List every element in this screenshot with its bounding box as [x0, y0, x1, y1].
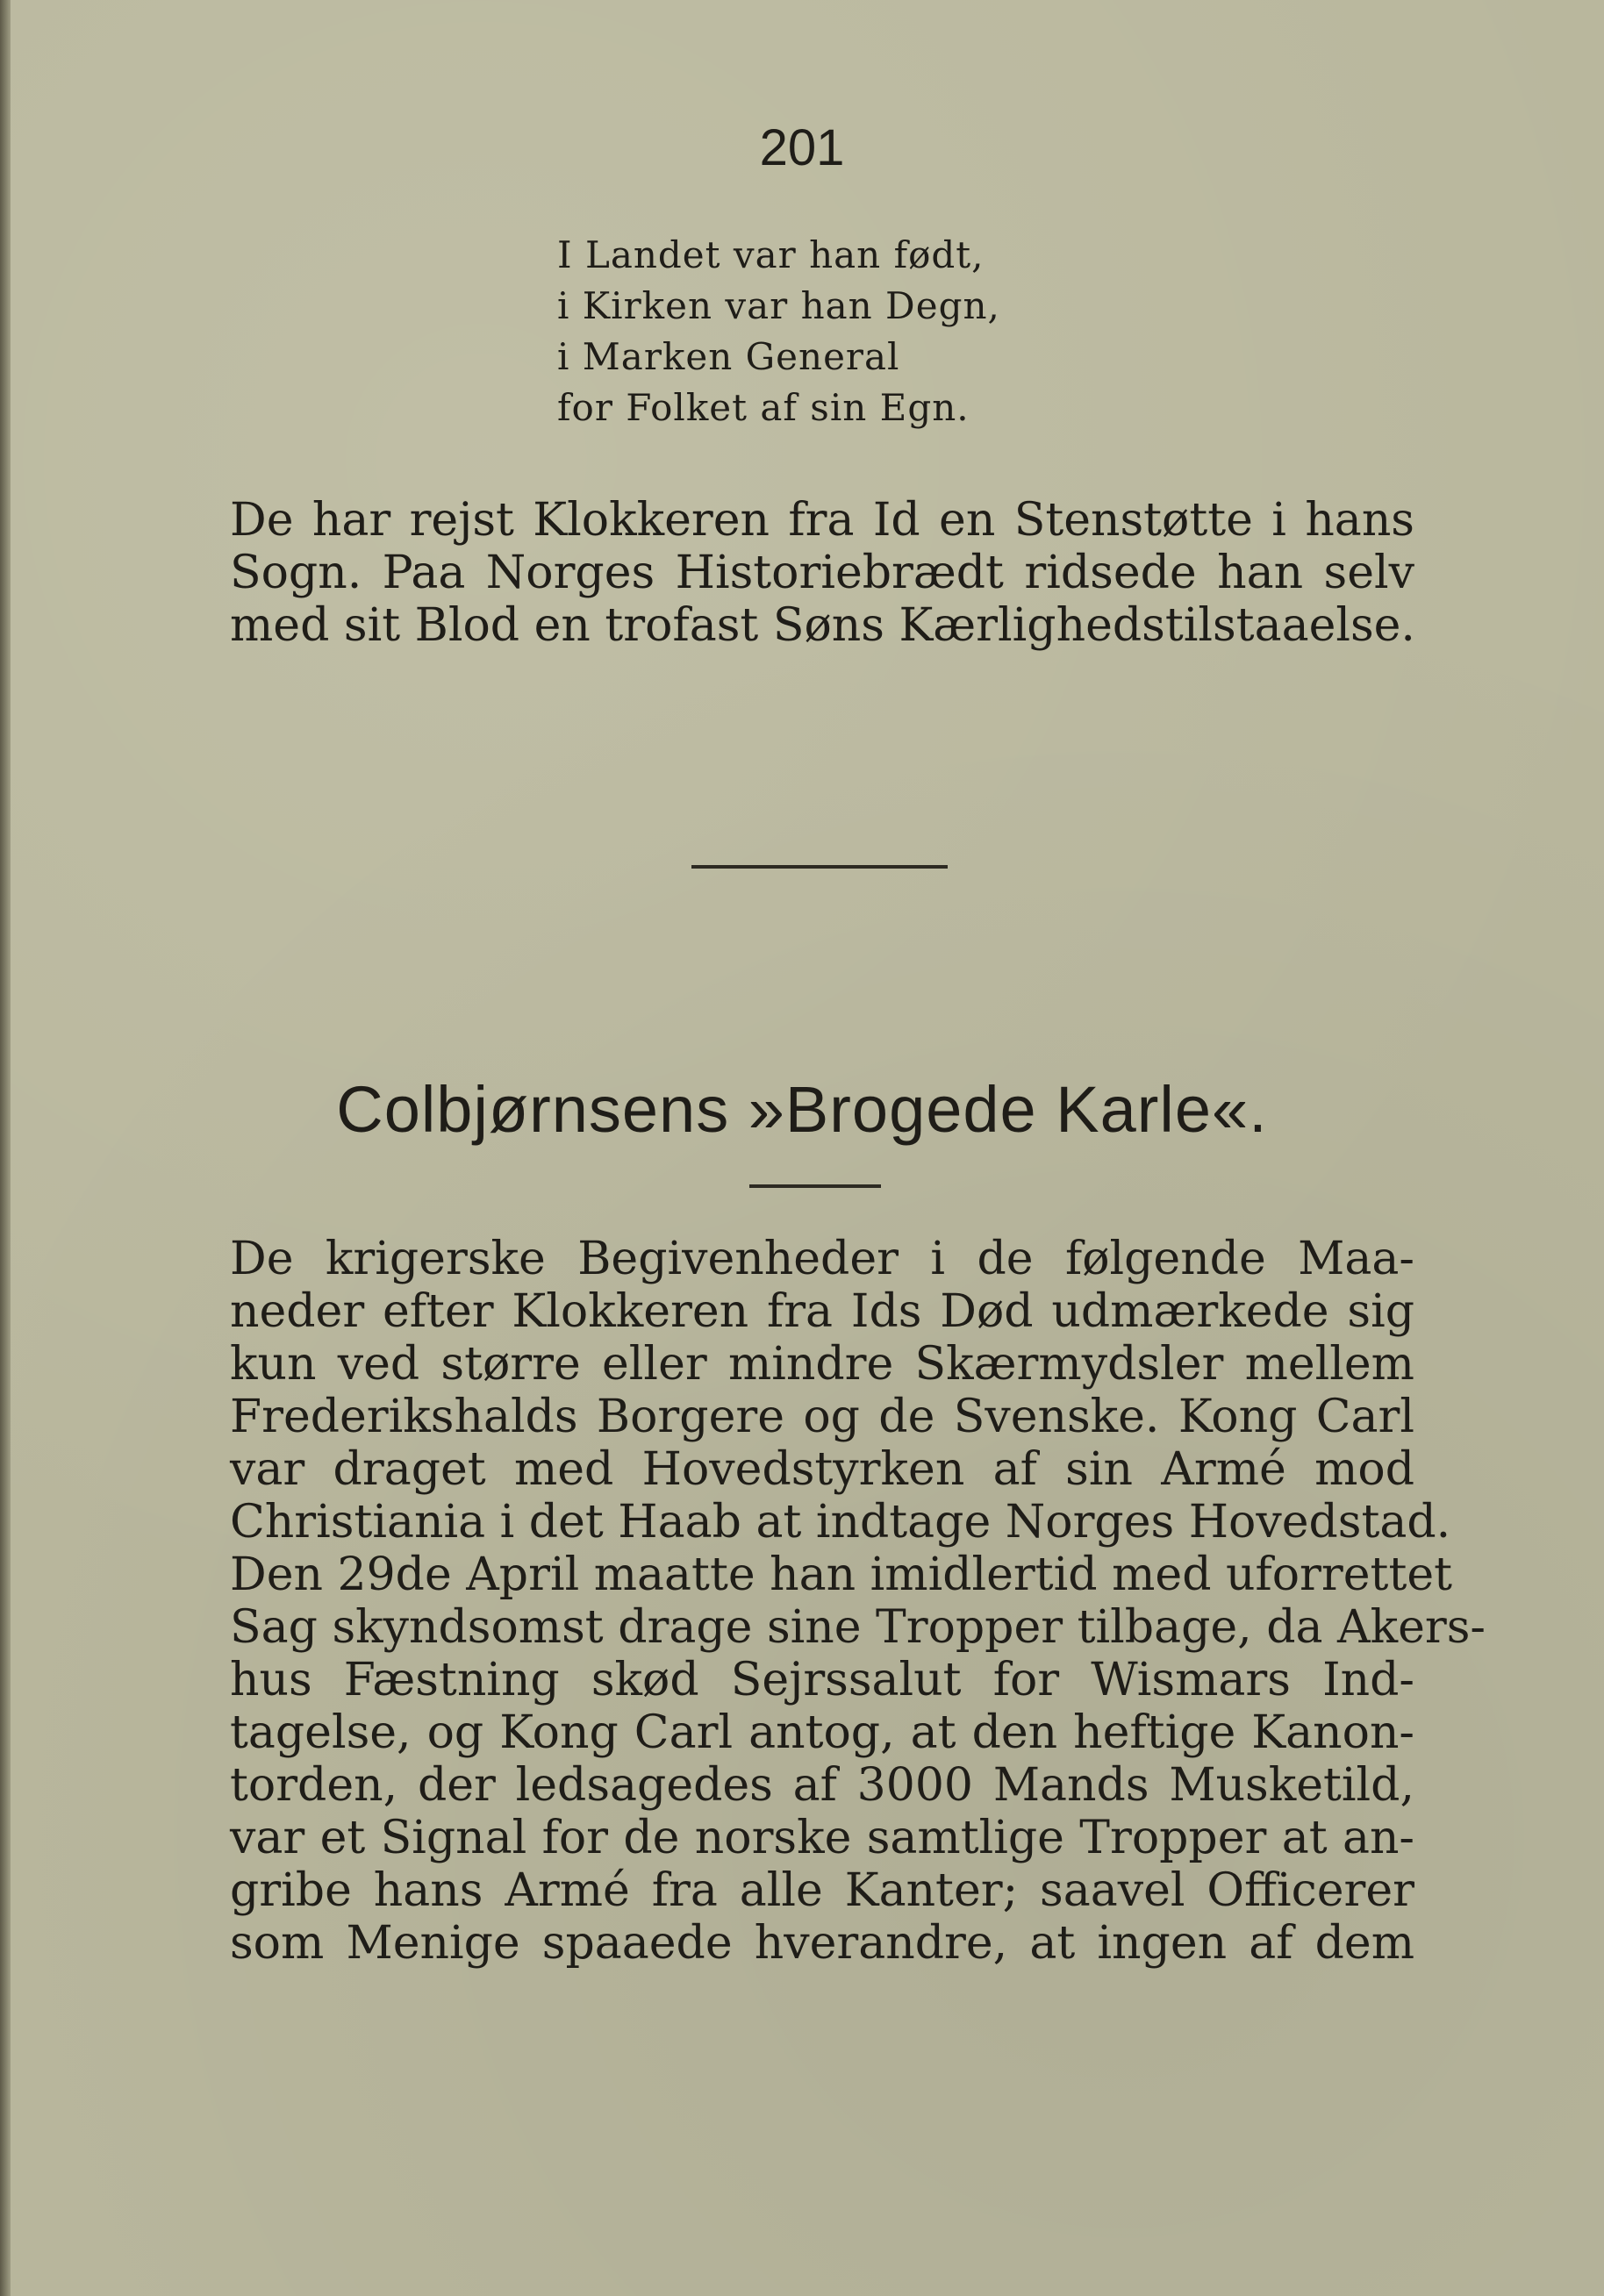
paragraph-line: Frederikshalds Borgere og de Svenske. Kong Carl: [230, 1391, 1414, 1443]
paragraph-line: tagelse, og Kong Carl antog, at den heftige Kanon-: [230, 1706, 1414, 1759]
verse-line: for Folket af sin Egn.: [557, 386, 970, 429]
title-underline: [749, 1184, 881, 1188]
verse-line: i Kirken var han Degn,: [557, 284, 1000, 327]
paragraph-line: neder efter Klokkeren fra Ids Død udmærkede sig: [230, 1285, 1414, 1338]
section-separator: [691, 865, 948, 869]
chapter-title: Colbjørnsens »Brogede Karle«.: [336, 1073, 1268, 1146]
paragraph-line: med sit Blod en trofast Søns Kærlighedstilstaaelse.: [230, 599, 1415, 652]
paragraph-line: Sogn. Paa Norges Historiebrædt ridsede han selv: [230, 547, 1414, 599]
paragraph-line: gribe hans Armé fra alle Kanter; saavel Officerer: [230, 1864, 1414, 1917]
paragraph-line: De har rejst Klokkeren fra Id en Stenstøtte i hans: [230, 494, 1414, 547]
page-number: 201: [759, 119, 845, 176]
paragraph-line: Christiania i det Haab at indtage Norges Hovedstad.: [230, 1496, 1451, 1549]
paragraph-line: kun ved større eller mindre Skærmydsler mellem: [230, 1338, 1414, 1391]
verse-line: I Landet var han født,: [557, 233, 985, 276]
verse-line: i Marken General: [557, 335, 900, 378]
paragraph-begivenheder: [230, 1233, 1486, 1970]
paragraph-line: hus Fæstning skød Sejrssalut for Wismars Ind-: [230, 1654, 1414, 1706]
paragraph-line: De krigerske Begivenheder i de følgende Maa-: [230, 1233, 1414, 1285]
paragraph-line: som Menige spaaede hverandre, at ingen af dem: [230, 1917, 1414, 1970]
verse-block: [557, 230, 1224, 433]
paragraph-klokkeren: [230, 494, 1414, 652]
paragraph-line: Sag skyndsomst drage sine Tropper tilbage, da Akers-: [230, 1601, 1486, 1654]
paragraph-line: var et Signal for de norske samtlige Tropper at an-: [230, 1812, 1414, 1864]
paragraph-line: Den 29de April maatte han imidlertid med uforrettet: [230, 1549, 1453, 1601]
paragraph-line: var draget med Hovedstyrken af sin Armé mod: [230, 1443, 1414, 1496]
paragraph-line: torden, der ledsagedes af 3000 Mands Musketild,: [230, 1759, 1414, 1812]
